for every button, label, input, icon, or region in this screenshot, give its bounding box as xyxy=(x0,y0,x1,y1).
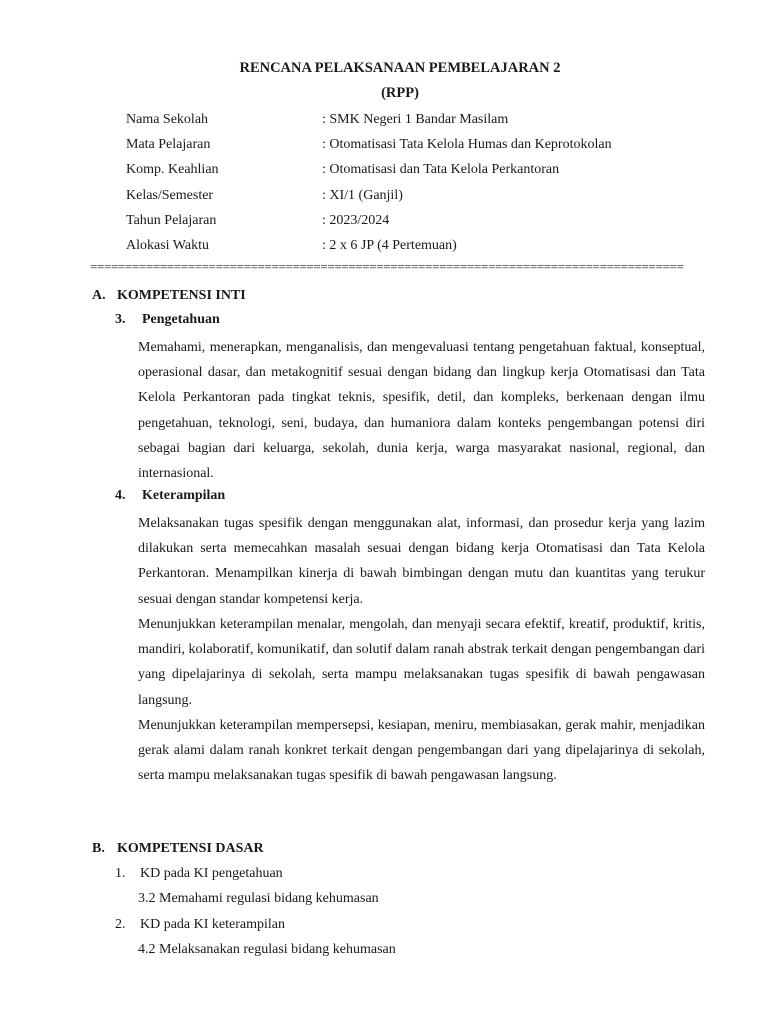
sub-number: 4. xyxy=(115,488,126,503)
info-value: : Otomatisasi Tata Kelola Humas dan Keprotokolan xyxy=(322,137,612,153)
info-label: Alokasi Waktu xyxy=(126,237,209,253)
paragraph-pengetahuan: Memahami, menerapkan, menganalisis, dan mengevaluasi tentang pengetahuan faktual, konseptual, operasional dasar, dan metakognitif sesuai dengan bidang dan lingkup kerja Otomatisasi dan Tata Kelola Perkantoran pada tingkat teknis, spesifik, detil, dan kompleks, berkenaan dengan ilmu pengetahuan, teknologi, seni, budaya, dan humaniora dalam konteks pengembangan potensi diri sebagai bagian dari keluarga, sekolah, dunia kerja, warga masyarakat nasional, regional, dan internasional. xyxy=(138,340,705,482)
section-title: KOMPETENSI INTI xyxy=(117,288,246,303)
kd-number: 2. xyxy=(115,917,126,932)
info-value: : 2 x 6 JP (4 Pertemuan) xyxy=(322,237,457,253)
info-label: Komp. Keahlian xyxy=(126,162,219,178)
info-value: : 2023/2024 xyxy=(322,212,390,228)
kd-item-1 xyxy=(115,866,283,882)
section-heading-a xyxy=(92,288,246,304)
kd-number: 1. xyxy=(115,866,126,881)
document-title: RENCANA PELAKSANAAN PEMBELAJARAN 2 xyxy=(239,60,561,76)
sub-title: Keterampilan xyxy=(142,488,226,503)
info-value: : Otomatisasi dan Tata Kelola Perkantoran xyxy=(322,162,560,178)
subheading-pengetahuan xyxy=(115,312,220,328)
info-value: : SMK Negeri 1 Bandar Masilam xyxy=(322,112,509,127)
info-label: Mata Pelajaran xyxy=(126,137,211,153)
sub-title: Pengetahuan xyxy=(142,312,220,327)
section-number: B. xyxy=(92,841,105,856)
sub-number: 3. xyxy=(115,312,126,327)
info-label: Tahun Pelajaran xyxy=(126,212,217,228)
subheading-keterampilan xyxy=(115,488,225,504)
kd-detail-2: 4.2 Melaksanakan regulasi bidang kehumasan xyxy=(138,942,396,957)
paragraph-keterampilan-3: Menunjukkan keterampilan mempersepsi, kesiapan, meniru, membiasakan, gerak mahir, menjadikan gerak alami dalam ranah konkret terkait dengan pengembangan dari yang dipelajarinya di sekolah, serta mampu melaksanakan tugas spesifik di bawah pengawasan langsung. xyxy=(138,718,705,784)
section-number: A. xyxy=(92,288,106,303)
kd-label: KD pada KI keterampilan xyxy=(140,917,285,932)
kd-item-2 xyxy=(115,917,285,933)
separator-line: ===================================================================================== xyxy=(90,259,684,274)
info-value: : XI/1 (Ganjil) xyxy=(322,187,403,203)
paragraph-keterampilan-1: Melaksanakan tugas spesifik dengan menggunakan alat, informasi, dan prosedur kerja yang lazim dilakukan serta memecahkan masalah sesuai dengan bidang kerja Otomatisasi dan Tata Kelola Perkantoran. Menampilkan kinerja di bawah bimbingan dengan mutu dan kuantitas yang terukur sesuai dengan standar kompetensi kerja. xyxy=(138,516,705,607)
info-label: Nama Sekolah xyxy=(126,112,209,127)
kd-detail-1: 3.2 Memahami regulasi bidang kehumasan xyxy=(138,891,379,906)
section-title: KOMPETENSI DASAR xyxy=(117,841,264,856)
document-subtitle: (RPP) xyxy=(381,85,419,101)
kd-label: KD pada KI pengetahuan xyxy=(140,866,283,881)
info-label: Kelas/Semester xyxy=(126,187,214,203)
section-heading-b xyxy=(92,841,264,857)
paragraph-keterampilan-2: Menunjukkan keterampilan menalar, mengolah, dan menyaji secara efektif, kreatif, produktif, kritis, mandiri, kolaboratif, komunikatif, dan solutif dalam ranah abstrak terkait dengan pengembangan dari yang dipelajarinya di sekolah, serta mampu melaksanakan tugas spesifik di bawah pengawasan langsung. xyxy=(138,617,705,708)
